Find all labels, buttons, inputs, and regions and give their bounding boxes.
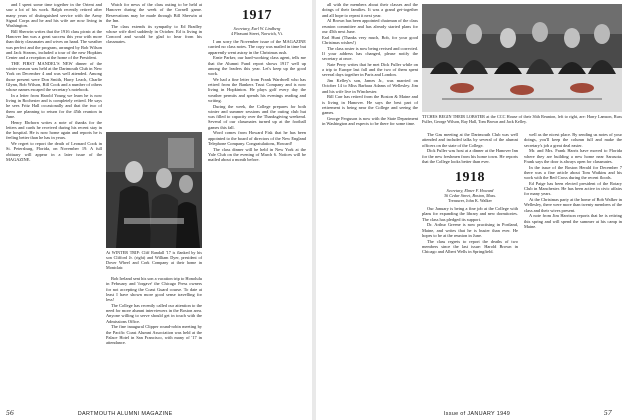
- class-treasurer-line: Treasurer, John K. Walker: [448, 198, 492, 203]
- paragraph: The fine inaugural Clipper round-robin meeting by the Pacific Coast Alumni Association was held at the Palace Hotel in San Francisco, with many of '17 in attendance.: [106, 324, 202, 345]
- class-year-heading: 1917: [242, 8, 272, 23]
- paragraph: Henry Ehrhorn writes a note of thanks for the letters and cards he received during his recent stay in the hospital. He is now home again and reports he is feeling better than he has in years.: [6, 119, 102, 141]
- class-year-heading: 1918: [455, 170, 485, 185]
- paragraph: The College has recently called our attention to the need for more alumni interviewers in the Boston area. Anyone willing to serve should get in touch with the Admissions Office.: [106, 302, 202, 324]
- paragraph: The class dinner will be held in New York at the Yale Club on the evening of March 6. Notices will be mailed about a month before.: [208, 146, 306, 162]
- issue-date: Issue of JANUARY 1949: [443, 411, 511, 417]
- paragraph: all with the members about their classes and the doings of their families. It was a grand get-together and all hope to repeat it next year.: [322, 2, 418, 18]
- paragraph: We had a fine letter from Frank Wardwell who has retired from the Bankers Trust Company and is now living in Hopkinton. He plays golf every day the weather permits and spends his evenings reading and writing.: [208, 76, 306, 103]
- paragraph: Our January is being a fine job at the College with plans for expanding the library and new dormitories. The class has pledged its support.: [422, 206, 518, 222]
- column-1: [6, 2, 102, 404]
- paragraph: George Ferguson is now with the State Department in Washington and expects to be there for some time.: [322, 115, 418, 126]
- column-4: [322, 2, 418, 404]
- paragraph: well as the nicest place. By sending us notes of your doings, you'll keep the column full and make the secretary's job a great deal easier.: [524, 132, 622, 148]
- page-number: 57: [603, 408, 612, 417]
- class-secretary-line: Secretary, Earl W. Lindberg: [233, 26, 281, 31]
- paragraph: Word comes from Howard Fisk that he has been appointed to the board of directors of the New England Telephone Company. Congratulations, Howard!: [208, 130, 306, 146]
- magazine-title: DARTMOUTH ALUMNI MAGAZINE: [77, 411, 173, 417]
- paragraph: In the issue of the Boston Herald for December 7 there was a fine article about Tom Watkins and his work with the Red Cross during the recent floods.: [524, 164, 622, 180]
- right-footer: [322, 408, 612, 417]
- paragraph: Dr. Arthur Greene is now practising in Portland, Maine, and writes that he is busier than ever. He hopes to be at the reunion in June.: [422, 222, 518, 238]
- left-footer: [6, 408, 173, 417]
- left-page: [0, 0, 312, 420]
- photo-caption: 'ITCHES BEGIN THEIR LOBSTER at the CCC House of their 36th Reunion, left to right, are: Harry Lamson, Russ Fuller, George Wilson, Ray Hall, Tom Brown and Jack Kelley.: [422, 114, 622, 124]
- page-number: 56: [6, 408, 15, 417]
- class-address-line: 36 Cedar Street, Boston, Mass.: [443, 193, 497, 198]
- photo-caption: At WINTER TRIP: Cliff Randall '17 is flanked by his son Clifford Jr. (right) and William Dyer, president of Dover Wheel and Cork Company at their home in Montclair.: [106, 250, 202, 270]
- paragraph: Bob Ireland sent his son a vacation trip to Honolulu in February and 'forgave' the Chicago Press owners for not accepting the Coast Guard course. To date at least I have shown more good sense travelling for less!: [106, 276, 202, 302]
- column-6: [524, 132, 622, 404]
- paragraph: During the week, the College prepares for both winter and summer sessions and the outing club hut was filled to capacity over the Thanksgiving weekend. Several of our classmates turned up at the football games this fall.: [208, 103, 306, 130]
- paragraph: The class roster is now being revised and corrected. If your address has changed, please notify the secretary at once.: [322, 45, 418, 61]
- paragraph: THE FIRST MANDEL'S NEW dinner of the winter season was held at the Dartmouth Club in New York on December 4 and was well attended. Among those present were Don Smith, Harry Leach, Charlie Glynn, Bob Wilson, Bill Cook and a number of others whose names escaped the secretary's notebook.: [6, 60, 102, 92]
- reunion-photo: [422, 4, 622, 112]
- paragraph: Bill Sherwin writes that the 1916 class picnic at the Hanover Inn was a great success this year with more than thirty classmates and wives on hand. The weather was perfect and the program, arranged by Bob Wilson and Jack Stearns, included a tour of the new Hopkins Center and a reception at the home of the President.: [6, 28, 102, 60]
- column-3: [208, 2, 306, 404]
- paragraph: Jim Kelley's son, James Jr., was married on October 14 to Miss Barbara Adams of Wellesley. Jim and his wife live in Winchester.: [322, 78, 418, 94]
- paragraph: Earl Hunt (Thanks very much, Bob, for your good Christmas wishes!): [322, 34, 418, 45]
- column-2-top: [106, 2, 202, 130]
- photo-image: [106, 132, 202, 248]
- right-page: [316, 0, 628, 420]
- paragraph: A note from Jim Harrison reports that he is retiring this spring and will spend the summer at his camp in Maine.: [524, 213, 622, 229]
- paragraph: The class extends its sympathy to Ed Bradley whose wife died suddenly in October. Ed is living in Concord and would be glad to hear from his classmates.: [106, 23, 202, 45]
- class-address-line: 4 Pleasant Street, Norwich, Vt.: [231, 31, 283, 36]
- class-photo-1917: [106, 132, 202, 248]
- paragraph: We regret to report the death of Leonard Cook in St. Petersburg, Florida, on November 19. A full obituary will appear in a later issue of the MAGAZINE.: [6, 141, 102, 162]
- paragraph: Ernie Parker, our hard-working class agent, tells me that the Alumni Fund report shows 1917 well up among the leaders this year. Let's keep up the good work.: [208, 55, 306, 76]
- paragraph: Watch for news of the class outing to be held at Hanover during the week of the Cornell game. Reservations may be made through Bill Sherwin at the Inn.: [106, 2, 202, 23]
- column-2-bottom: [106, 276, 202, 404]
- paragraph: Bill Carr has retired from the Boston & Maine and is living in Hanover. He says the best part of retirement is being near the College and seeing the games.: [322, 94, 418, 115]
- paragraph: In a letter from Harold Young we learn he is now living in Rochester and is completely retired. He says he sees Fritz Hall occasionally and that the two of them are planning to return for the 45th reunion in June.: [6, 92, 102, 119]
- paragraph: Ed Paige has been elected president of the Rotary Club in Manchester. He has been active in civic affairs for many years.: [524, 180, 622, 197]
- paragraph: At the Christmas party at the home of Bob Walker in Wellesley, there were more than twenty members of the class and their wives present.: [524, 197, 622, 213]
- paragraph: Dick Fuller was host at a dinner at the Hanover Inn for the new freshmen from his home town. He reports that the College looks better than ever.: [422, 148, 518, 164]
- paragraph: Al Brown has been appointed chairman of the class reunion committee and has already started plans for our 45th next June.: [322, 18, 418, 34]
- paragraph: The Gas meeting at the Dartmouth Club was well attended and included talks by several of the alumni officers on the state of the College.: [422, 132, 518, 148]
- paragraph: and I spent some time together in the Orient and saw a lot of his work. Ralph recently retired after many years of distinguished service with the Army Signal Corps and he and his wife are now living in Washington.: [6, 2, 102, 28]
- column-5: [422, 132, 518, 404]
- photo-image: [422, 4, 622, 112]
- paragraph: Mr. and Mrs. Frank Harris have moved to Florida where they are building a new home near Sarasota. Frank says the door is always open for classmates.: [524, 148, 622, 164]
- paragraph: The class regrets to report the deaths of two members since the last issue: Harold Brown in Chicago and Albert Wells in Springfield.: [422, 238, 518, 254]
- paragraph: Nate Perry writes that he met Dick Fuller while on a trip to Europe last fall and the two of them spent several days together in Paris and London.: [322, 61, 418, 78]
- class-secretary-line: Secretary, Elmer F. Howard: [446, 188, 494, 193]
- paragraph: I am sorry the November issue of the MAGAZINE carried no class notes. The copy was mailed in time but apparently went astray in the Christmas rush.: [208, 39, 306, 55]
